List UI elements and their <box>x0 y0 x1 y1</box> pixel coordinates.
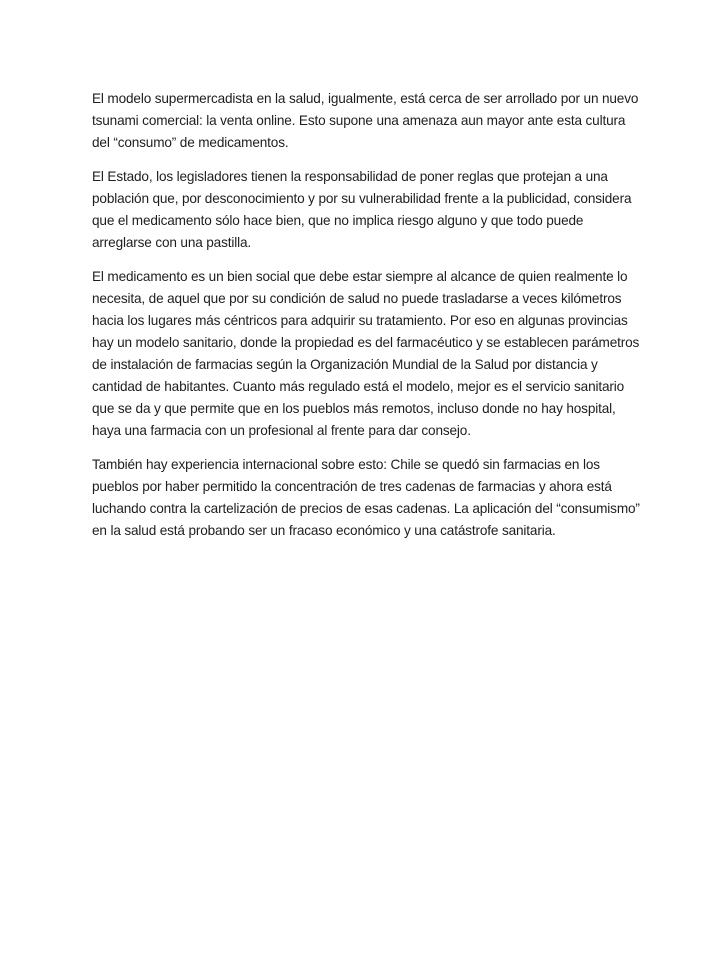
paragraph-international-experience: También hay experiencia internacional sobre esto: Chile se quedó sin farmacias en los pueblos por haber permitido la concentración de tres cadenas de farmacias y ahora está luchando contra la cartelización de precios de esas cadenas. La aplicación del “consumismo” en la salud está probando ser un fracaso económico y una catástrofe sanitaria. <box>92 457 640 538</box>
paragraph-social-good: El medicamento es un bien social que debe estar siempre al alcance de quien realmente lo necesita, de aquel que por su condición de salud no puede trasladarse a veces kilómetros hacia los lugares más céntricos para adquirir su tratamiento. Por eso en algunas provincias hay un modelo sanitario, donde la propiedad es del farmacéutico y se establecen parámetros de instalación de farmacias según la Organización Mundial de la Salud por distancia y cantidad de habitantes. Cuanto más regulado está el modelo, mejor es el servicio sanitario que se da y que permite que en los pueblos más remotos, incluso donde no hay hospital, haya una farmacia con un profesional al frente para dar consejo. <box>92 269 640 438</box>
paragraph-state-responsibility: El Estado, los legisladores tienen la responsabilidad de poner reglas que protejan a una población que, por desconocimiento y por su vulnerabilidad frente a la publicidad, considera que el medicamento sólo hace bien, que no implica riesgo alguno y que todo puede arreglarse con una pastilla. <box>92 169 632 250</box>
paragraph-online-sales: El modelo supermercadista en la salud, igualmente, está cerca de ser arrollado por un nuevo tsunami comercial: la venta online. Esto supone una amenaza aun mayor ante esta cultura del “consumo” de medicamentos. <box>92 91 639 150</box>
document-body <box>92 88 640 554</box>
